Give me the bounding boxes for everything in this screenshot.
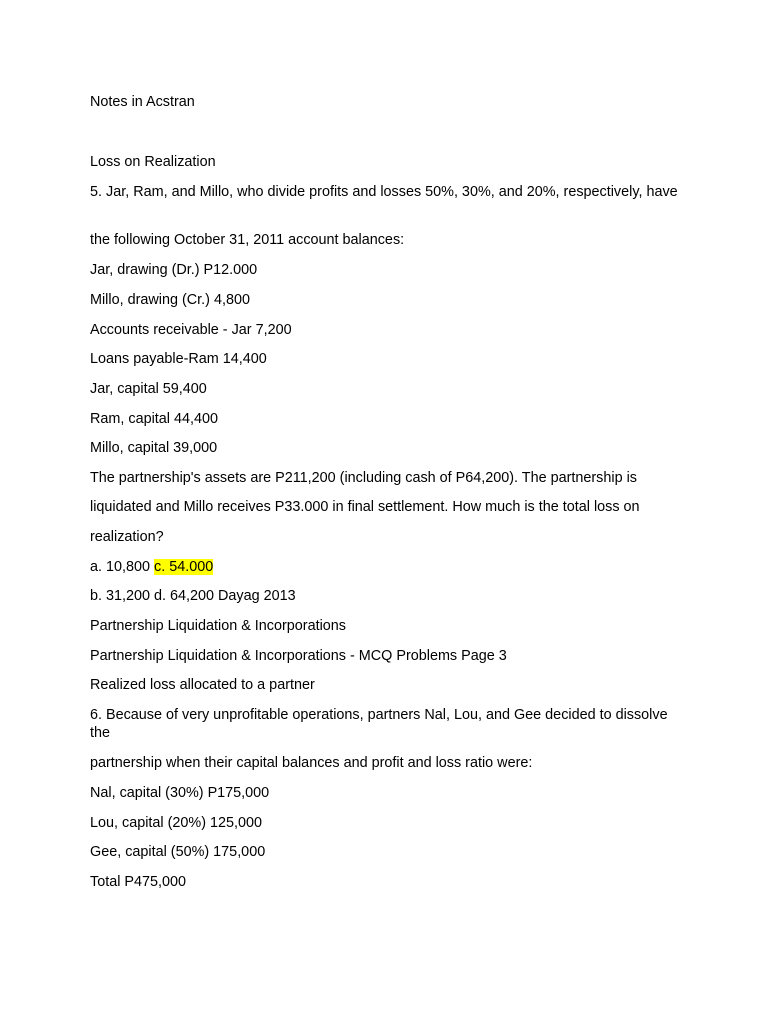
text-line: Total P475,000 — [90, 874, 187, 890]
text-line: Millo, drawing (Cr.) 4,800 — [90, 292, 250, 308]
choice-c-highlighted: c. 54.000 — [154, 559, 214, 575]
text-line: Jar, capital 59,400 — [90, 381, 207, 397]
answer-choices-line-2: b. 31,200 d. 64,200 Dayag 2013 — [90, 588, 296, 604]
text-line: The partnership's assets are P211,200 (including cash of P64,200). The partnership is — [90, 470, 637, 486]
section-heading-loss-on-realization: Loss on Realization — [90, 154, 216, 170]
text-line: Accounts receivable - Jar 7,200 — [90, 322, 292, 338]
text-line: Ram, capital 44,400 — [90, 411, 218, 427]
text-line: the following October 31, 2011 account balances: — [90, 232, 405, 248]
document-title: Notes in Acstran — [90, 94, 195, 110]
text-line: partnership when their capital balances and profit and loss ratio were: — [90, 755, 533, 771]
problem-6-intro: 6. Because of very unprofitable operations, partners Nal, Lou, and Gee decided to dissolve the — [90, 707, 668, 741]
text-line: Partnership Liquidation & Incorporations — [90, 618, 346, 634]
text-line: Partnership Liquidation & Incorporations - MCQ Problems Page 3 — [90, 648, 507, 664]
text-line: liquidated and Millo receives P33.000 in final settlement. How much is the total loss on — [90, 499, 640, 515]
text-line: Loans payable-Ram 14,400 — [90, 351, 267, 367]
problem-5-intro: 5. Jar, Ram, and Millo, who divide profits and losses 50%, 30%, and 20%, respectively, have — [90, 184, 678, 200]
text-line: Gee, capital (50%) 175,000 — [90, 844, 266, 860]
text-line: Nal, capital (30%) P175,000 — [90, 785, 270, 801]
answer-choices-line-1 — [90, 558, 213, 576]
text-line: Jar, drawing (Dr.) P12.000 — [90, 262, 258, 278]
text-line: realization? — [90, 529, 164, 545]
text-line: Millo, capital 39,000 — [90, 440, 218, 456]
choice-a: a. 10,800 — [90, 559, 155, 575]
section-heading-realized-loss: Realized loss allocated to a partner — [90, 677, 315, 693]
text-line: Lou, capital (20%) 125,000 — [90, 815, 263, 831]
